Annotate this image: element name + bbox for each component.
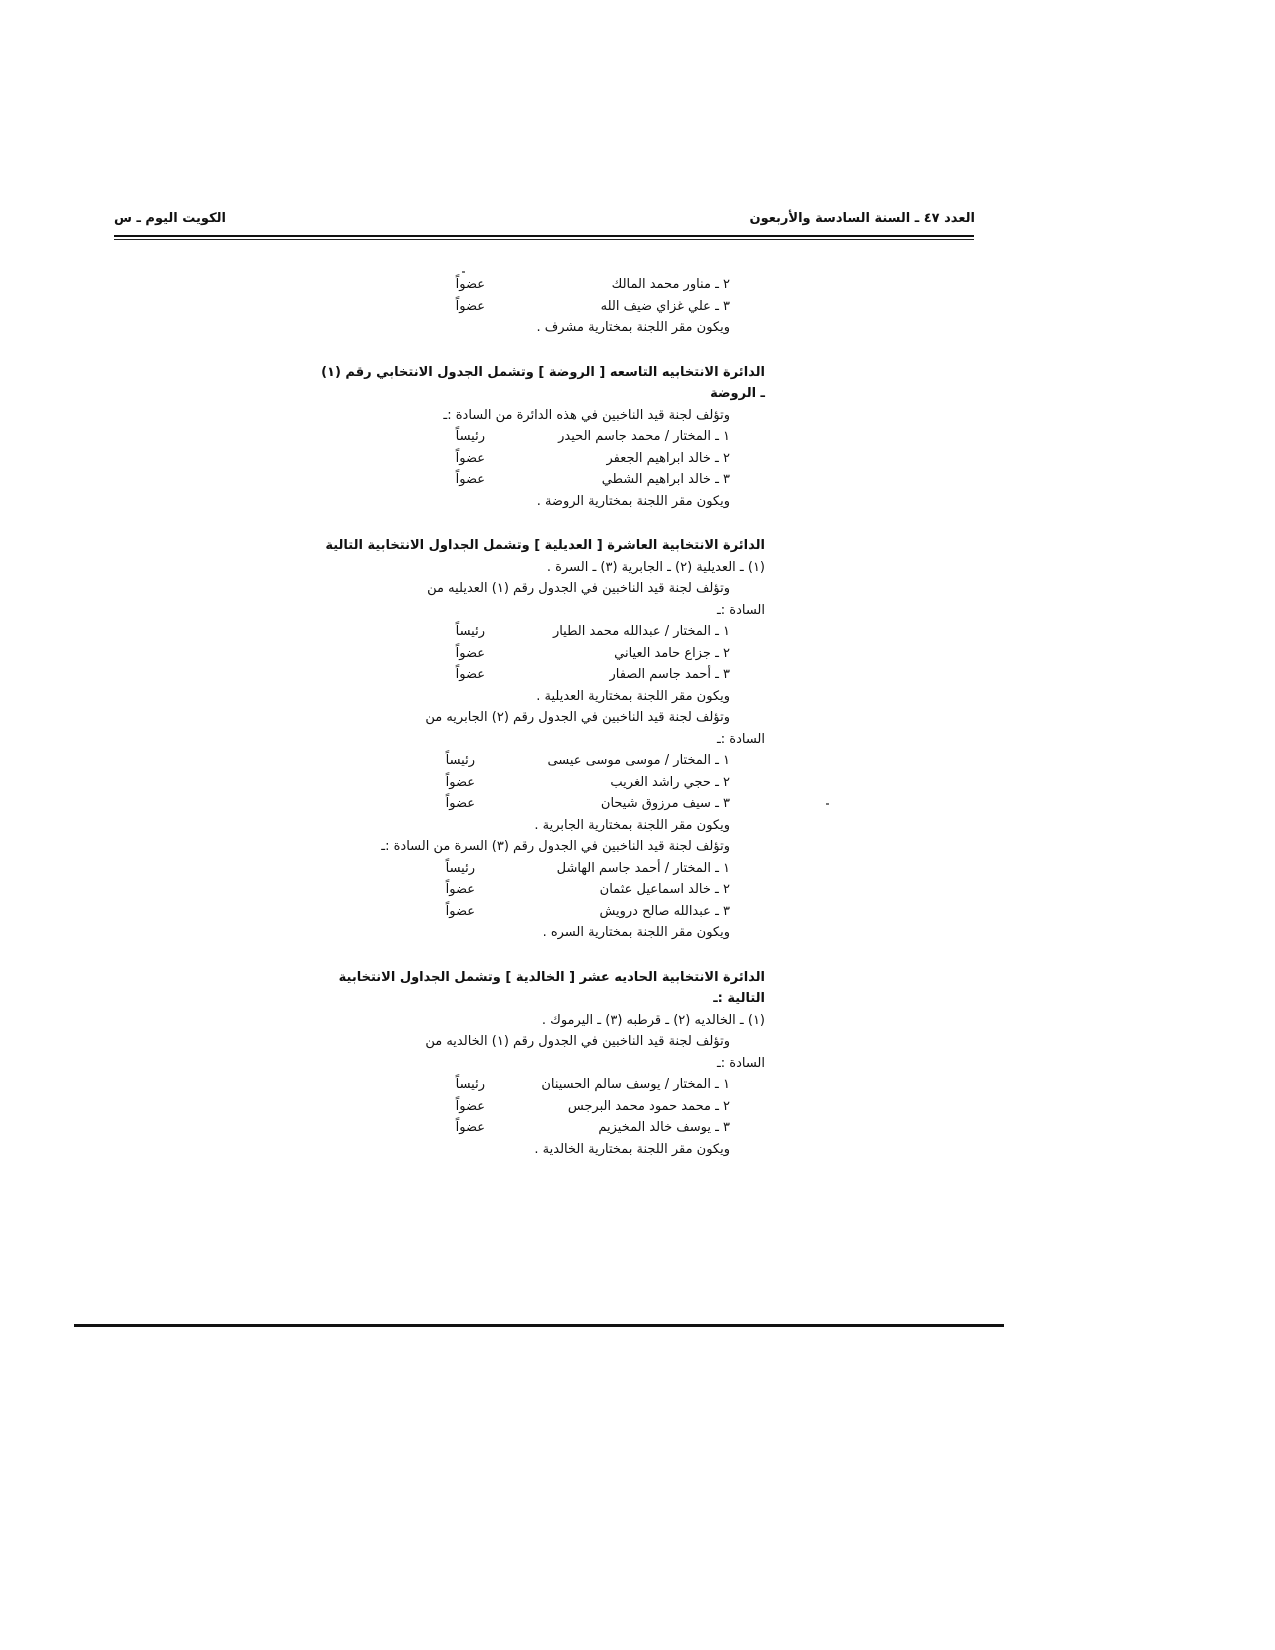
member-name: ١ ـ المختار / أحمد جاسم الهاشل: [556, 860, 730, 876]
member-role: رئيساً: [455, 1077, 485, 1092]
member-role: عضواً: [455, 277, 485, 292]
member-name: ١ ـ المختار / عبدالله محمد الطيار: [552, 624, 730, 639]
member-role: عضواً: [445, 882, 475, 897]
committee-seat: ويكون مقر اللجنة بمختارية مشرف .: [536, 320, 730, 335]
scan-speck: [462, 271, 465, 273]
member-role: عضواً: [455, 645, 485, 661]
member-role: رئيساً: [455, 624, 485, 639]
district-lists: (١) ـ الخالديه (٢) ـ قرطبه (٣) ـ اليرموك .: [541, 1012, 765, 1028]
district-heading-cont: التالية :ـ: [713, 991, 765, 1006]
publication-header: الكويت اليوم ـ س: [114, 211, 226, 226]
member-row: [345, 448, 765, 470]
member-name: ٣ ـ سيف مرزوق شيحان: [600, 796, 730, 811]
member-role: عضواً: [455, 667, 485, 682]
committee-intro: وتؤلف لجنة قيد الناخبين في الجدول رقم (١) الخالديه من: [425, 1034, 730, 1049]
district-heading: الدائرة الانتخابية الحاديه عشر [ الخالدية ] وتشمل الجداول الانتخابية: [338, 969, 765, 985]
member-row: [345, 858, 765, 880]
member-role: عضواً: [455, 1098, 485, 1114]
committee-seat: ويكون مقر اللجنة بمختارية الجابرية .: [534, 817, 730, 833]
member-role: عضواً: [445, 796, 475, 811]
committee-intro-cont: السادة :ـ: [716, 731, 765, 747]
member-name: ٢ ـ خالد ابراهيم الجعفر: [606, 450, 730, 466]
member-row: [345, 772, 765, 794]
member-name: ٣ ـ عبدالله صالح درويش: [599, 903, 730, 919]
member-name: ٢ ـ حجي راشد الغريب: [610, 774, 730, 790]
member-row: [345, 664, 765, 686]
district-heading-cont: ـ الروضة: [710, 386, 765, 401]
member-role: عضواً: [455, 1120, 485, 1135]
committee-intro: وتؤلف لجنة قيد الناخبين في هذه الدائرة من السادة :ـ: [443, 407, 730, 423]
member-name: ٢ ـ مناور محمد المالك: [611, 277, 730, 292]
member-name: ٣ ـ خالد ابراهيم الشطي: [601, 472, 730, 487]
header-rule-thin: [114, 239, 974, 240]
committee-intro: وتؤلف لجنة قيد الناخبين في الجدول رقم (٣) السرة من السادة :ـ: [381, 839, 730, 854]
member-role: رئيساً: [445, 753, 475, 768]
member-name: ٢ ـ خالد اسماعيل عثمان: [599, 882, 730, 897]
issue-header: العدد ٤٧ ـ السنة السادسة والأربعون: [749, 211, 975, 226]
committee-seat: ويكون مقر اللجنة بمختارية الروضة .: [536, 493, 730, 509]
committee-seat: ويكون مقر اللجنة بمختارية السره .: [542, 925, 730, 940]
member-role: رئيساً: [455, 429, 485, 444]
district-lists: (١) ـ العديلية (٢) ـ الجابرية (٣) ـ السرة .: [546, 559, 765, 575]
member-row: [345, 793, 765, 815]
member-name: ٢ ـ محمد حمود محمد البرجس: [567, 1098, 730, 1114]
header-rule: [114, 235, 974, 237]
document-body: [321, 274, 765, 1160]
member-name: ٣ ـ علي غزاي ضيف الله: [600, 298, 730, 314]
member-row: [345, 750, 765, 772]
committee-seat: ويكون مقر اللجنة بمختارية الخالدية .: [534, 1141, 730, 1157]
member-name: ١ ـ المختار / موسى موسى عيسى: [547, 753, 730, 768]
member-role: عضواً: [455, 298, 485, 314]
committee-intro: وتؤلف لجنة قيد الناخبين في الجدول رقم (٢) الجابريه من: [425, 710, 730, 725]
footer-rule: [74, 1324, 1004, 1327]
member-role: عضواً: [445, 774, 475, 790]
member-row: [345, 426, 765, 448]
committee-seat: ويكون مقر اللجنة بمختارية العديلية .: [536, 688, 730, 704]
member-row: [345, 621, 765, 643]
committee-intro: وتؤلف لجنة قيد الناخبين في الجدول رقم (١) العديليه من: [427, 581, 730, 596]
member-row: [345, 1074, 765, 1096]
member-role: رئيساً: [445, 860, 475, 876]
member-row: [345, 643, 765, 665]
member-row: [345, 879, 765, 901]
district-heading: الدائرة الانتخابية العاشرة [ العديلية ] وتشمل الجداول الانتخابية التالية: [325, 538, 765, 553]
member-row: [345, 1117, 765, 1139]
member-name: ١ ـ المختار / يوسف سالم الحسينان: [541, 1077, 730, 1092]
member-row: [345, 469, 765, 491]
member-row: [345, 296, 765, 318]
member-row: [345, 274, 765, 296]
member-name: ٢ ـ جزاع حامد العياني: [614, 645, 730, 661]
scan-speck: [826, 803, 829, 805]
member-role: عضواً: [445, 903, 475, 919]
member-role: عضواً: [455, 450, 485, 466]
member-name: ١ ـ المختار / محمد جاسم الحيدر: [558, 429, 730, 444]
district-heading: الدائرة الانتخابيه التاسعه [ الروضة ] وتشمل الجدول الانتخابي رقم (١): [321, 364, 765, 380]
member-name: ٣ ـ أحمد جاسم الصفار: [609, 667, 730, 682]
member-row: [345, 1096, 765, 1118]
member-role: عضواً: [455, 472, 485, 487]
member-name: ٣ ـ يوسف خالد المخيزيم: [598, 1120, 730, 1135]
committee-intro-cont: السادة :ـ: [716, 602, 765, 618]
committee-intro-cont: السادة :ـ: [716, 1055, 765, 1071]
member-row: [345, 901, 765, 923]
